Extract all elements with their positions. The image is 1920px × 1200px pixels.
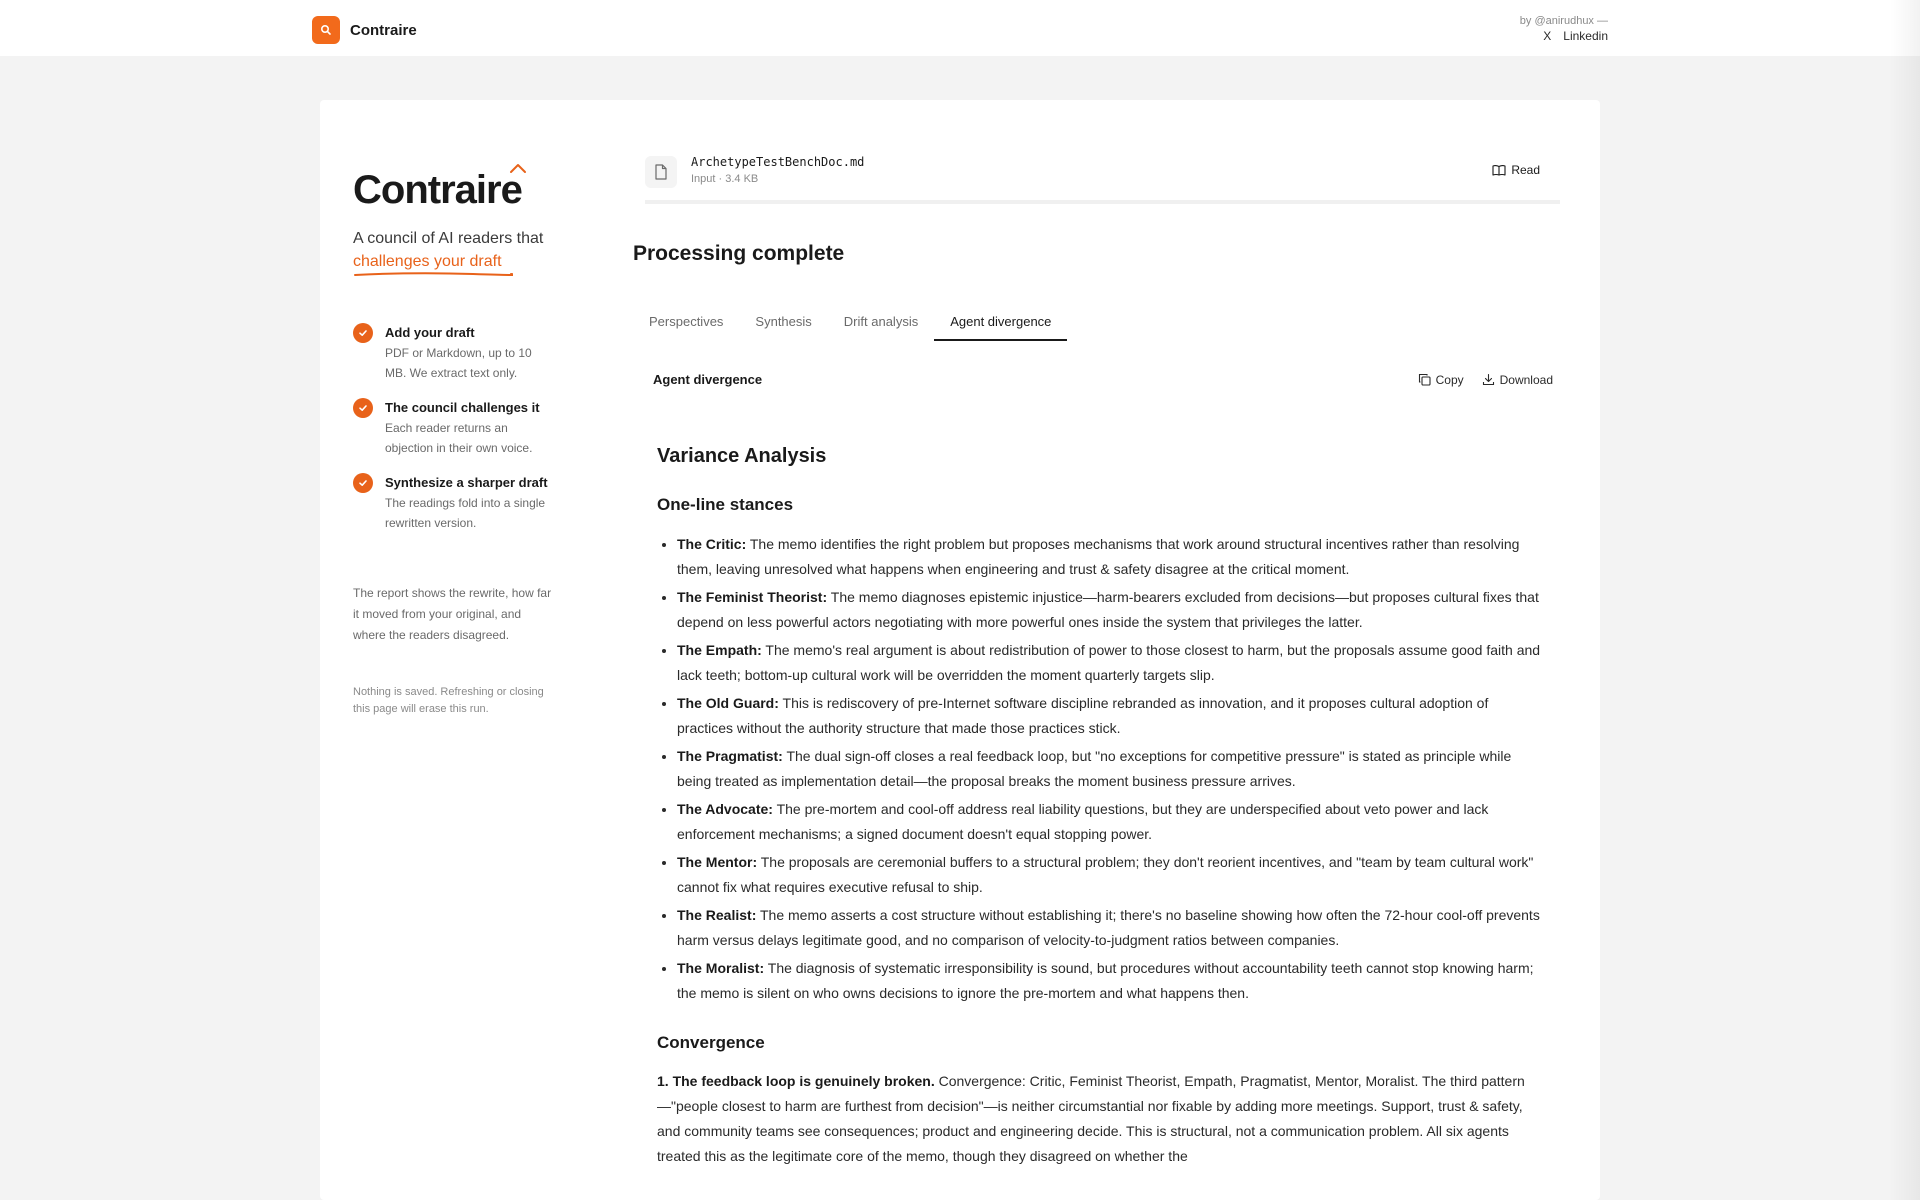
tab-synthesis[interactable]: Synthesis (755, 314, 812, 329)
check-icon (353, 473, 373, 493)
copy-icon (1418, 373, 1431, 386)
sidebar (353, 168, 553, 718)
stance-text: This is rediscovery of pre-Internet software discipline rebranded as innovation, and it proposes cultural adoption of practices without the authority structure that made those practices stick. (677, 695, 1489, 736)
step-item (353, 323, 553, 383)
tab-drift-analysis[interactable]: Drift analysis (843, 314, 919, 329)
stance-name: The Old Guard: (677, 695, 779, 711)
list-item (677, 850, 1541, 900)
tagline-accent: challenges your draft (353, 253, 502, 270)
stance-name: The Pragmatist: (677, 748, 783, 764)
list-item (677, 691, 1541, 741)
report-note: The report shows the rewrite, how far it moved from your original, and where the readers disagreed. (353, 586, 552, 642)
linkedin-link[interactable]: Linkedin (1563, 29, 1608, 43)
read-button[interactable] (1492, 163, 1540, 177)
logo-text: Contraire (353, 168, 522, 212)
copy-button[interactable] (1418, 373, 1464, 387)
list-item (677, 797, 1541, 847)
convergence-lead: 1. The feedback loop is genuinely broken. (657, 1073, 935, 1089)
download-label: Download (1499, 372, 1553, 387)
download-icon (1482, 373, 1495, 386)
main-card (320, 100, 1600, 1200)
brand[interactable] (312, 16, 417, 44)
step-item (353, 473, 553, 533)
stance-name: The Realist: (677, 907, 757, 923)
steps-list (353, 323, 553, 533)
stances-list (657, 532, 1541, 1006)
copy-label: Copy (1435, 372, 1464, 387)
tab-perspectives[interactable]: Perspectives (649, 314, 724, 329)
check-icon (353, 398, 373, 418)
stance-text: The dual sign-off closes a real feedback loop, but "no exceptions for competitive pressure" is stated as principle while being treated as implementation detail—the proposal breaks the moment business pressure arrives. (677, 748, 1512, 789)
x-link[interactable]: X (1543, 29, 1552, 43)
stance-text: The pre-mortem and cool-off address real liability questions, but they are underspecified about veto power and lack enforcement mechanisms; a signed document doesn't equal stopping power. (677, 801, 1489, 842)
list-item (677, 638, 1541, 688)
stance-name: The Moralist: (677, 960, 765, 976)
byline (1520, 14, 1608, 44)
file-icon (645, 156, 677, 188)
tab-agent-divergence[interactable]: Agent divergence (934, 314, 1067, 341)
check-icon (353, 323, 373, 343)
file-name: ArchetypeTestBenchDoc.md (691, 155, 865, 169)
list-item (677, 585, 1541, 635)
list-item (677, 956, 1541, 1006)
stance-text: The proposals are ceremonial buffers to a structural problem; they don't reorient incentives, and "team by team cultural work" cannot fix what requires executive refusal to ship. (677, 854, 1534, 895)
search-icon (312, 16, 340, 44)
step-desc: Each reader returns an objection in their own voice. (385, 421, 533, 455)
step-desc: The readings fold into a single rewritten version. (385, 496, 546, 530)
logo-title (353, 168, 522, 213)
stance-text: The memo's real argument is about redistribution of power to those closest to harm, but the proposals assume good faith and lack teeth; bottom-up cultural work will be overridden the moment quarterly targets slip. (677, 642, 1541, 683)
step-title: Add your draft (385, 325, 475, 340)
caret-up-icon (508, 162, 528, 174)
byline-text: by @anirudhux — (1519, 15, 1608, 27)
download-button[interactable] (1482, 373, 1553, 387)
step-title: The council challenges it (385, 400, 540, 415)
file-meta: Input · 3.4 KB (691, 173, 759, 185)
main-column (633, 150, 1573, 1169)
panel-title: Agent divergence (653, 372, 763, 387)
top-bar (0, 0, 1920, 56)
step-title: Synthesize a sharper draft (385, 475, 548, 490)
stance-name: The Advocate: (677, 801, 773, 817)
panel-header (653, 372, 1553, 387)
step-item (353, 398, 553, 458)
stance-text: The diagnosis of systematic irresponsibility is sound, but procedures without accountability teeth cannot stop knowing harm; the memo is silent on who owns decisions to ignore the pre-mortem and what happens then. (677, 960, 1534, 1001)
doc-heading: Variance Analysis (657, 445, 827, 467)
right-edge-shade (1890, 0, 1920, 1200)
doc-subheading-convergence: Convergence (657, 1033, 765, 1052)
tagline (353, 227, 553, 279)
step-desc: PDF or Markdown, up to 10 MB. We extract text only. (385, 346, 532, 380)
list-item (677, 532, 1541, 582)
stance-text: The memo asserts a cost structure without establishing it; there's no baseline showing how often the 72-hour cool-off prevents harm versus delays legitimate good, and no comparison of velocity-to-judgment ratios between companies. (677, 907, 1540, 948)
stance-name: The Critic: (677, 536, 747, 552)
convergence-text: Convergence: Critic, Feminist Theorist, Empath, Pragmatist, Mentor, Moralist. The third pattern—"people closest to harm are furthest from decision"—is neither circumstantial nor fixable by adding more meetings. Support, trust & safety, and community teams see consequences; product and engineering decide. This is structural, not a communication problem. All six agents treated this as the legitimate core of the memo, though they disagreed on whether the (657, 1073, 1525, 1164)
brand-name: Contraire (350, 21, 417, 39)
document-body (657, 445, 1541, 1169)
stance-name: The Empath: (677, 642, 762, 658)
file-row (645, 150, 1560, 204)
tagline-text: A council of AI readers that (353, 230, 544, 247)
stance-name: The Feminist Theorist: (677, 589, 828, 605)
list-item (677, 744, 1541, 794)
book-open-icon (1492, 164, 1506, 176)
privacy-note: Nothing is saved. Refreshing or closing this page will erase this run. (353, 686, 544, 715)
stance-text: The memo identifies the right problem but proposes mechanisms that work around structural incentives rather than resolving them, leaving unresolved what happens when engineering and trust & safety disagree at the critical moment. (677, 536, 1520, 577)
tab-bar (633, 314, 1573, 342)
status-title: Processing complete (633, 242, 845, 265)
stance-text: The memo diagnoses epistemic injustice—harm-bearers excluded from decisions—but proposes cultural fixes that depend on less powerful actors negotiating with more powerful ones inside the system that privileges the latter. (677, 589, 1539, 630)
convergence-paragraph (657, 1069, 1541, 1169)
stance-name: The Mentor: (677, 854, 758, 870)
doc-subheading-stances: One-line stances (657, 495, 794, 514)
read-label: Read (1511, 163, 1540, 177)
list-item (677, 903, 1541, 953)
